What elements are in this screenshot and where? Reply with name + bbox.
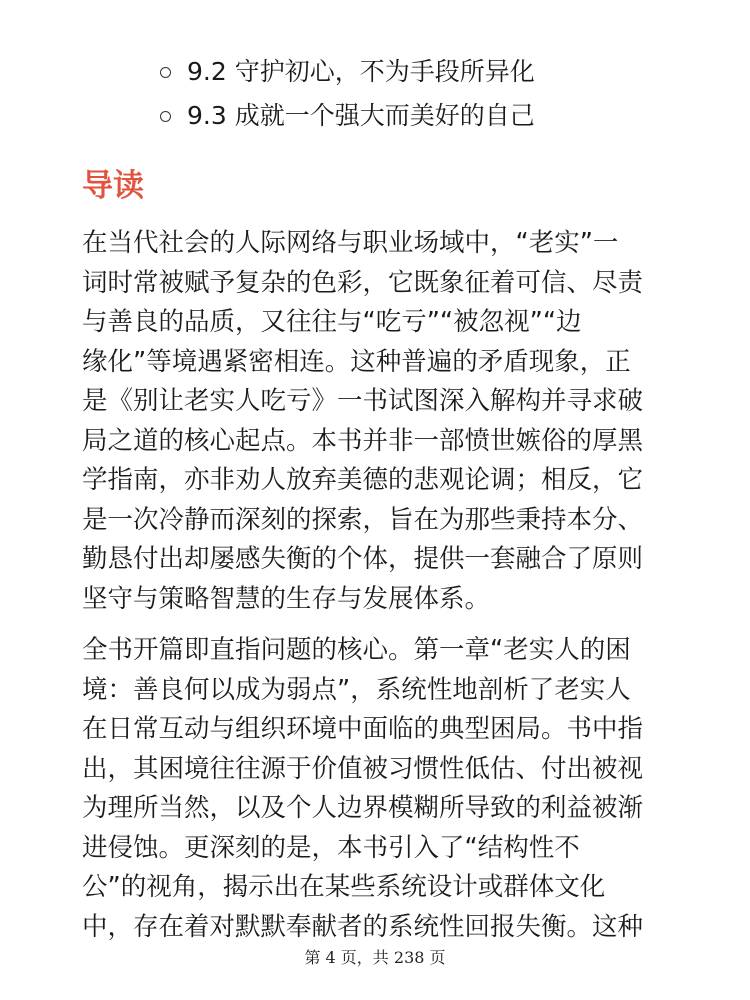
toc-item[interactable] [160,50,535,94]
toc-item-label[interactable]: 9.2 守护初心，不为手段所异化 [187,57,535,86]
circle-bullet-icon [160,67,171,78]
paragraph: 在当代社会的人际网络与职业场域中，“老实”一 词时常被赋予复杂的色彩，它既象征着可信、尽责 与善良的品质，又往往与“吃亏”“被忽视”“边 缘化”等境遇紧密相连。这种普遍的矛盾现象，正 是《别让老实人吃亏》一书试图深入解构并寻求破 局之道的核心起点。本书并非一部愤世嫉俗的厚黑 学指南，亦非劝人放弃美德的悲观论调；相反，它 是一次冷静而深刻的探索，旨在为那些秉持本分、 勤恳付出却屡感失衡的个体，提供一套融合了原则 坚守与策略智慧的生存与发展体系。 [82,228,644,614]
section-title: 导读 [82,168,144,204]
toc-item-label[interactable]: 9.3 成就一个强大而美好的自己 [187,101,535,130]
body-content [82,224,672,959]
toc-list [160,50,535,138]
page-number-footer: 第 4 页，共 238 页 [304,948,446,967]
toc-item[interactable] [160,94,535,138]
circle-bullet-icon [160,111,171,122]
paragraph: 全书开篇即直指问题的核心。第一章“老实人的困 境：善良何以成为弱点”，系统性地剖析了老实人 在日常互动与组织环境中面临的典型困局。书中指 出，其困境往往源于价值被习惯性低估、付出被视 为理所当然，以及个人边界模糊所导致的利益被渐 进侵蚀。更深刻的是，本书引入了“结构性不 公”的视角，揭示出在某些系统设计或群体文化 中，存在着对默默奉献者的系统性回报失衡。这种 [82,635,644,942]
